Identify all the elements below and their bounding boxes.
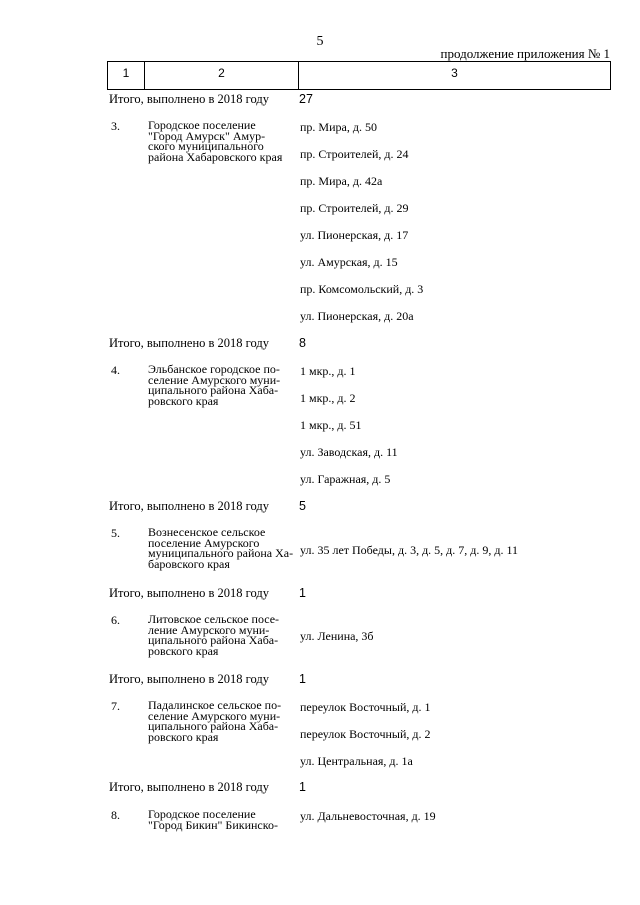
row-number: 5. <box>111 526 120 540</box>
header-col-2: 2 <box>218 66 225 80</box>
table-header <box>107 61 611 90</box>
address: ул. Ленина, 3б <box>300 629 374 643</box>
page-number: 5 <box>316 34 324 49</box>
municipality-line: ровского края <box>148 393 219 408</box>
address: пр. Строителей, д. 29 <box>300 201 409 215</box>
municipality-line: "Город Амурск" Амур- <box>148 128 266 143</box>
total-value: 1 <box>299 780 306 794</box>
header-col-1: 1 <box>122 66 130 80</box>
row-number: 7. <box>111 699 120 713</box>
address: ул. Гаражная, д. 5 <box>300 472 391 486</box>
municipality-line: ципального района Хаба- <box>148 633 279 647</box>
municipality-name <box>148 527 298 569</box>
total-value: 8 <box>299 336 306 350</box>
total-label: Итого, выполнено в 2018 году <box>109 780 269 794</box>
municipality-line: Падалинское сельское по- <box>148 698 282 712</box>
municipality-line: селение Амурского муни- <box>148 708 281 723</box>
address: пр. Мира, д. 42а <box>300 174 383 188</box>
total-value: 1 <box>299 586 306 600</box>
row-number: 3. <box>111 119 120 133</box>
address: 1 мкр., д. 1 <box>300 364 356 378</box>
header-col-3: 3 <box>451 66 458 80</box>
total-label: Итого, выполнено в 2018 году <box>109 92 269 106</box>
address: ул. Амурская, д. 15 <box>300 255 398 269</box>
municipality-line: ского муниципального <box>148 139 264 153</box>
total-value: 1 <box>299 672 306 686</box>
address: переулок Восточный, д. 1 <box>300 700 431 714</box>
address: ул. Пионерская, д. 17 <box>300 228 409 242</box>
total-label: Итого, выполнено в 2018 году <box>109 336 269 350</box>
total-value: 5 <box>299 499 306 513</box>
municipality-line: Городское поселение <box>148 118 256 132</box>
address: ул. Центральная, д. 1а <box>300 754 413 768</box>
municipality-name <box>148 364 298 406</box>
municipality-line: ление Амурского муни- <box>148 622 270 637</box>
municipality-line: района Хабаровского края <box>148 149 283 164</box>
address: пр. Мира, д. 50 <box>300 120 377 134</box>
address: ул. Пионерская, д. 20а <box>300 309 414 323</box>
row-number: 4. <box>111 363 120 377</box>
municipality-name <box>148 120 298 162</box>
municipality-line: ровского края <box>148 729 219 744</box>
municipality-name <box>148 700 298 742</box>
municipality-line: Литовское сельское посе- <box>148 612 280 626</box>
municipality-line: муниципального района Ха- <box>148 546 294 560</box>
address: ул. Дальневосточная, д. 19 <box>300 809 436 823</box>
municipality-line: ципального района Хаба- <box>148 719 279 733</box>
municipality-line: селение Амурского муни- <box>148 372 281 387</box>
total-label: Итого, выполнено в 2018 году <box>109 672 269 686</box>
row-number: 6. <box>111 613 120 627</box>
address: переулок Восточный, д. 2 <box>300 727 431 741</box>
row-number: 8. <box>111 808 120 822</box>
address: 1 мкр., д. 51 <box>300 418 362 432</box>
municipality-line: ципального района Хаба- <box>148 383 279 397</box>
total-label: Итого, выполнено в 2018 году <box>109 499 269 513</box>
municipality-line: баровского края <box>148 556 230 571</box>
total-value: 27 <box>299 92 313 106</box>
address: ул. Заводская, д. 11 <box>300 445 398 459</box>
municipality-name <box>148 809 298 830</box>
municipality-line: Городское поселение <box>148 807 256 821</box>
municipality-line: Эльбанское городское по- <box>148 362 280 376</box>
municipality-line: "Город Бикин" Бикинско- <box>148 817 278 832</box>
municipality-line: ровского края <box>148 643 219 658</box>
total-label: Итого, выполнено в 2018 году <box>109 586 269 600</box>
municipality-line: Вознесенское сельское <box>148 525 266 539</box>
municipality-name <box>148 614 298 656</box>
address: ул. 35 лет Победы, д. 3, д. 5, д. 7, д. 9, д. 11 <box>300 543 519 557</box>
continuation-note: продолжение приложения № 1 <box>440 46 610 61</box>
address: пр. Комсомольский, д. 3 <box>300 282 424 296</box>
address: пр. Строителей, д. 24 <box>300 147 409 161</box>
municipality-line: поселение Амурского <box>148 535 260 550</box>
address: 1 мкр., д. 2 <box>300 391 356 405</box>
